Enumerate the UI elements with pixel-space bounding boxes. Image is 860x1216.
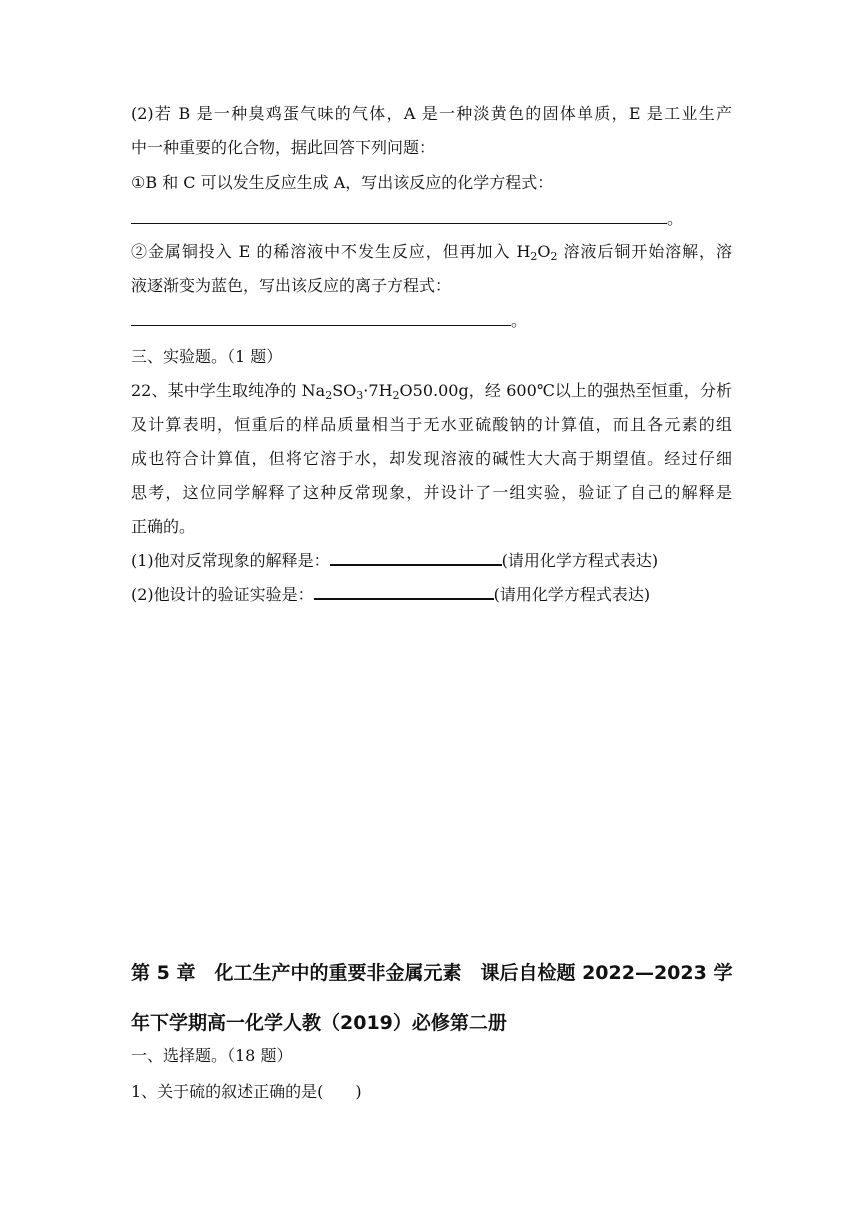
doc-title-line2: 年下学期高一化学人教（2019）必修第二册 <box>131 1012 507 1034</box>
text-segment: ·7H <box>363 381 393 400</box>
q22-line4: 思考，这位同学解释了这种反常现象，并设计了一组实验，验证了自己的解释是 <box>131 483 732 502</box>
subscript: 3 <box>356 389 364 402</box>
answer-blank[interactable] <box>131 311 511 326</box>
answer-blank[interactable] <box>330 550 502 566</box>
q22-line5: 正确的。 <box>131 517 196 536</box>
answer-blank[interactable] <box>314 584 494 600</box>
q2-2-answer-line <box>131 310 732 332</box>
subscript: 2 <box>325 389 333 402</box>
text-segment: SO <box>332 381 357 400</box>
q22-line1 <box>131 380 732 402</box>
doc-title-line1: 第 5 章 化工生产中的重要非金属元素 课后自检题 2022—2023 学 <box>131 962 733 984</box>
q22-line2: 及计算表明，恒重后的样品质量相当于无水亚硫酸钠的计算值，而且各元素的组 <box>131 415 732 434</box>
q22-2-suffix: (请用化学方程式表达) <box>493 585 651 604</box>
q22-1-suffix: (请用化学方程式表达) <box>501 551 659 570</box>
subscript: 2 <box>530 250 538 263</box>
text-segment: ②金属铜投入 E 的稀溶液中不发生反应，但再加入 H <box>131 242 531 261</box>
subscript: 2 <box>392 389 400 402</box>
text-segment: O50.00g，经 600℃以上的强热至恒重，分析 <box>399 381 732 400</box>
q2-2-line1 <box>131 241 732 263</box>
q2-intro-line2: 中一种重要的化合物，据此回答下列问题： <box>131 138 436 157</box>
text-segment: 22、某中学生取纯净的 Na <box>131 381 326 400</box>
q2-1-prompt: ①B 和 C 可以发生反应生成 A，写出该反应的化学方程式： <box>131 173 554 192</box>
section3-title: 三、实验题。（1 题） <box>131 347 283 366</box>
q22-2-line <box>131 584 732 606</box>
q22-1-label: (1)他对反常现象的解释是： <box>131 551 330 570</box>
text-segment: 溶液后铜开始溶解，溶 <box>557 242 732 261</box>
period: 。 <box>511 311 528 330</box>
q2-1-answer-line <box>131 208 732 230</box>
text-segment: O <box>537 242 551 261</box>
q1-text: 1、关于硫的叙述正确的是( ) <box>131 1082 362 1101</box>
subscript: 2 <box>550 250 558 263</box>
answer-blank[interactable] <box>131 209 667 224</box>
section1-title: 一、选择题。（18 题） <box>131 1046 293 1065</box>
q22-line3: 成也符合计算值，但将它溶于水，却发现溶液的碱性大大高于期望值。经过仔细 <box>131 449 732 468</box>
q22-2-label: (2)他设计的验证实验是： <box>131 585 314 604</box>
q22-1-line <box>131 550 732 572</box>
q2-intro-line1: (2)若 B 是一种臭鸡蛋气味的气体，A 是一种淡黄色的固体单质，E 是工业生产 <box>131 104 732 123</box>
q2-2-line2: 液逐渐变为蓝色，写出该反应的离子方程式： <box>131 276 452 295</box>
period: 。 <box>667 209 684 228</box>
